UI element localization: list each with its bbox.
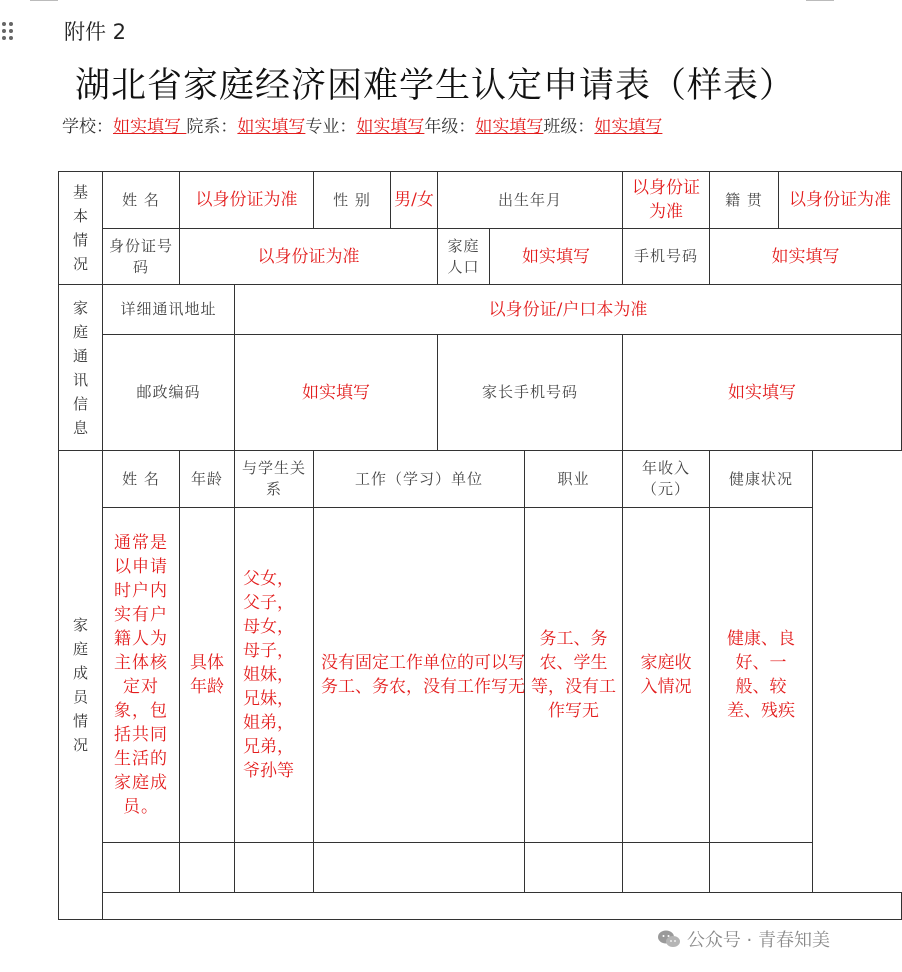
page-title: 湖北省家庭经济困难学生认定申请表（样表） — [75, 66, 796, 106]
postcode-value[interactable]: 如实填写 — [235, 335, 438, 451]
parent-phone-value[interactable]: 如实填写 — [623, 335, 902, 451]
grade-label: 年级： — [424, 117, 476, 137]
class-label: 班级： — [543, 117, 595, 137]
col-header-name: 姓 名 — [103, 451, 180, 508]
col-header-income: 年收入（元） — [623, 451, 710, 508]
watermark — [657, 926, 830, 952]
phone-label: 手机号码 — [623, 229, 710, 285]
empty-cell[interactable] — [235, 843, 314, 893]
empty-cell[interactable] — [103, 843, 180, 893]
member-income-cell[interactable]: 家庭收入情况 — [623, 508, 710, 843]
school-info-line — [62, 116, 807, 139]
member-name-cell[interactable]: 通常是以申请时户内实有户籍人为主体核定对象，包括共同生活的家庭成员。 — [103, 508, 180, 843]
margin-mark — [30, 0, 58, 1]
college-label: 院系： — [186, 117, 238, 137]
drag-handle-icon[interactable] — [2, 22, 20, 48]
col-header-work: 工作（学习）单位 — [314, 451, 525, 508]
empty-cell[interactable] — [710, 843, 813, 893]
id-value[interactable]: 以身份证为准 — [180, 229, 438, 285]
empty-cell[interactable] — [314, 843, 525, 893]
gender-label: 性 别 — [314, 172, 391, 229]
section-contact: 家庭通讯信息 — [59, 285, 103, 451]
name-label: 姓 名 — [103, 172, 180, 229]
member-age-cell[interactable]: 具体年龄 — [180, 508, 235, 843]
section-basic: 基本情况 — [59, 172, 103, 285]
empty-cell[interactable] — [525, 843, 623, 893]
empty-cell[interactable] — [623, 843, 710, 893]
member-job-cell[interactable]: 务工、务农、学生等，没有工作写无 — [525, 508, 623, 843]
school-label: 学校： — [62, 117, 113, 137]
member-work-cell[interactable]: 没有固定工作单位的可以写务工、务农，没有工作写无 — [314, 508, 525, 843]
major-value[interactable]: 如实填写 — [356, 117, 425, 137]
member-relation-cell[interactable]: 父女，父子，母女，母子，姐妹，兄妹，姐弟，兄弟，爷孙等 — [235, 508, 314, 843]
class-value[interactable]: 如实填写 — [594, 117, 663, 137]
col-header-relation: 与学生关系 — [235, 451, 314, 508]
wechat-icon — [657, 929, 681, 949]
household-value[interactable]: 如实填写 — [490, 229, 623, 285]
empty-row[interactable] — [103, 893, 902, 920]
grade-value[interactable]: 如实填写 — [475, 117, 544, 137]
address-label: 详细通讯地址 — [103, 285, 235, 335]
attachment-label: 附件 2 — [64, 20, 127, 44]
section-members: 家庭成员情况 — [59, 451, 103, 920]
household-label: 家庭人口 — [438, 229, 490, 285]
empty-cell[interactable] — [180, 843, 235, 893]
member-health-cell[interactable]: 健康、良好、一般、较差、残疾 — [710, 508, 813, 843]
native-value[interactable]: 以身份证为准 — [779, 172, 902, 229]
major-label: 专业： — [305, 117, 357, 137]
postcode-label: 邮政编码 — [103, 335, 235, 451]
school-value[interactable]: 如实填写 — [113, 117, 187, 137]
parent-phone-label: 家长手机号码 — [438, 335, 623, 451]
gender-value[interactable]: 男/女 — [391, 172, 438, 229]
name-value[interactable]: 以身份证为准 — [180, 172, 314, 229]
col-header-job: 职业 — [525, 451, 623, 508]
college-value[interactable]: 如实填写 — [237, 117, 306, 137]
native-label: 籍 贯 — [710, 172, 779, 229]
watermark-text: 公众号 · 青春知美 — [686, 930, 830, 951]
margin-mark — [806, 0, 834, 1]
id-label: 身份证号 码 — [103, 229, 180, 285]
application-form-table — [58, 171, 902, 920]
birth-value[interactable]: 以身份证为准 — [623, 172, 710, 229]
address-value[interactable]: 以身份证/户口本为准 — [235, 285, 902, 335]
col-header-health: 健康状况 — [710, 451, 813, 508]
col-header-age: 年龄 — [180, 451, 235, 508]
birth-label: 出生年月 — [438, 172, 623, 229]
phone-value[interactable]: 如实填写 — [710, 229, 902, 285]
